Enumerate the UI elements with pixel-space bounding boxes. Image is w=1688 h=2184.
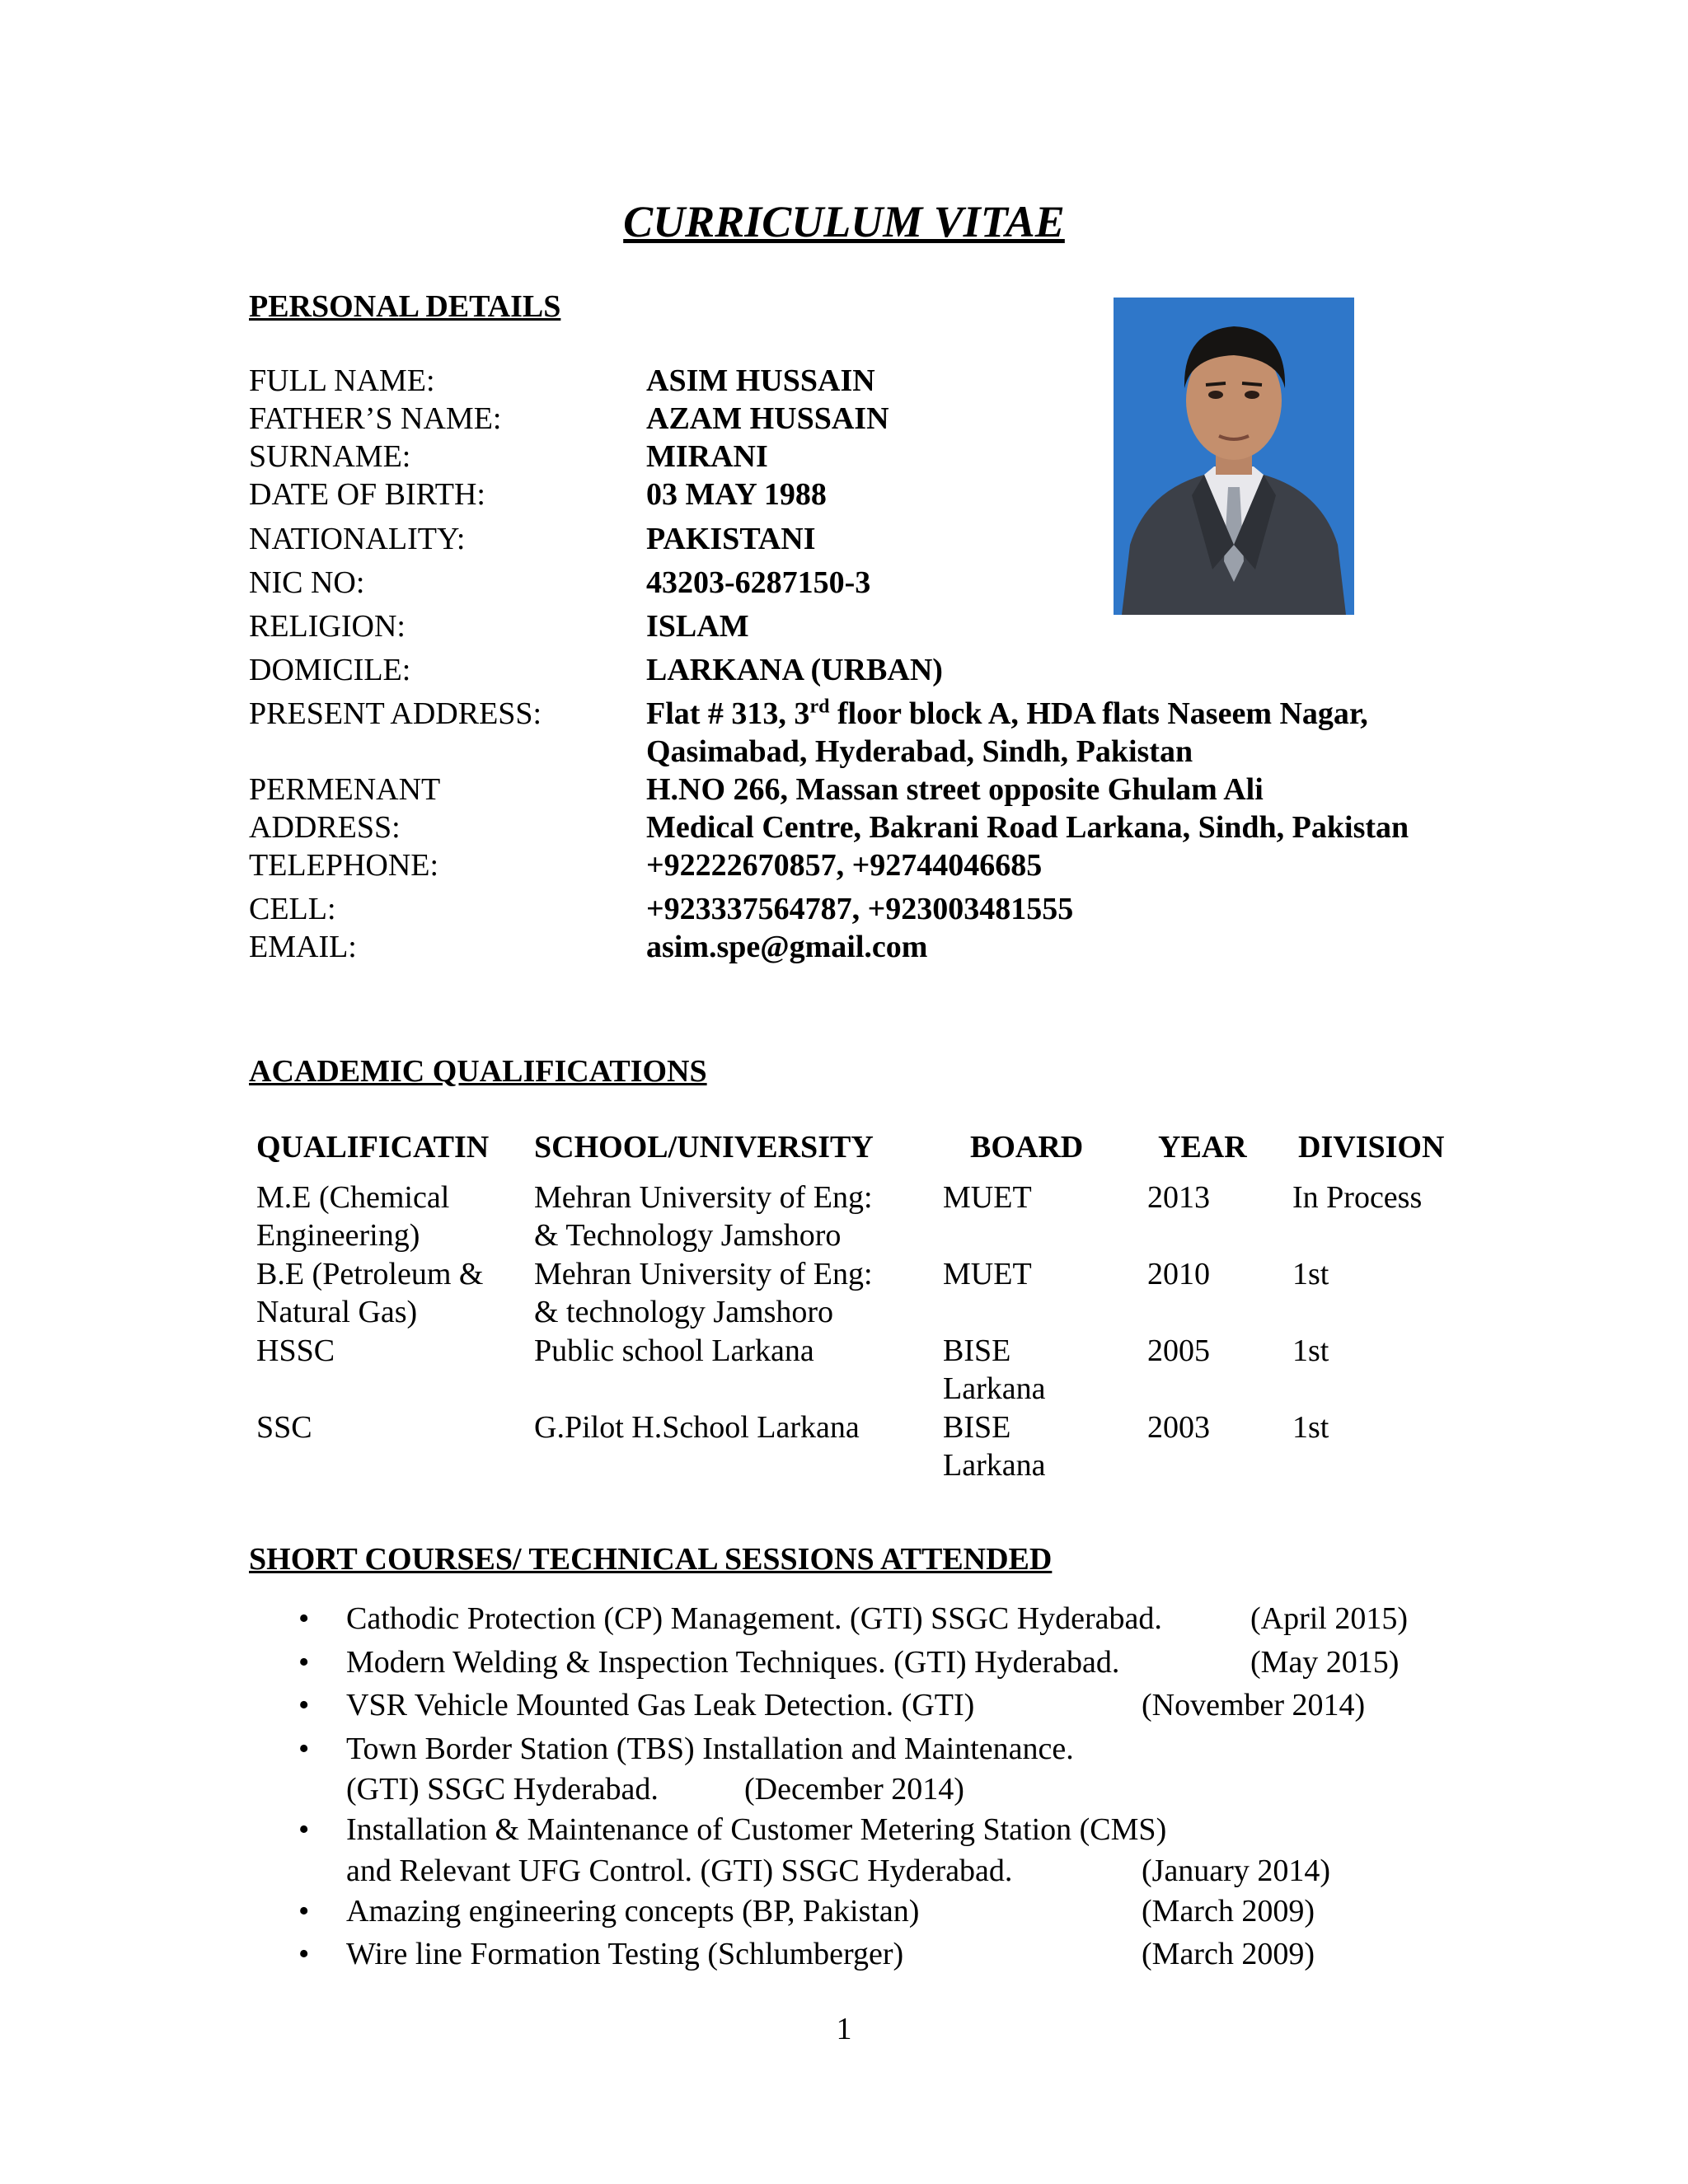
domicile-value: LARKANA (URBAN) [646, 653, 943, 687]
permanent-address-line1: H.NO 266, Massan street opposite Ghulam Ali [646, 772, 1264, 807]
table-cell: BISE Larkana [943, 1410, 1046, 1483]
course-item-text: VSR Vehicle Mounted Gas Leak Detection. (GTI) [346, 1688, 975, 1722]
bullet-icon: • [298, 1601, 310, 1636]
bullet-icon: • [298, 1812, 310, 1847]
personal-details-heading: PERSONAL DETAILS [249, 289, 561, 324]
bullet-icon: • [298, 1645, 310, 1680]
table-cell: In Process [1292, 1180, 1423, 1215]
telephone-value: +92222670857, +92744046685 [646, 848, 1043, 883]
email-label: EMAIL: [249, 930, 357, 964]
bullet-icon: • [298, 1688, 310, 1722]
course-item-text: Modern Welding & Inspection Techniques. (GTI) Hyderabad. [346, 1645, 1120, 1680]
course-item-text: Wire line Formation Testing (Schlumberger) [346, 1937, 904, 1971]
table-cell: Mehran University of Eng: & technology Jamshoro [534, 1257, 873, 1329]
domicile-label: DOMICILE: [249, 653, 411, 687]
nic-label: NIC NO: [249, 565, 365, 600]
bullet-icon: • [298, 1732, 310, 1766]
table-cell: G.Pilot H.School Larkana [534, 1410, 860, 1445]
date-of-birth-label: DATE OF BIRTH: [249, 477, 485, 512]
course-item-date: (May 2015) [1250, 1645, 1400, 1680]
telephone-label: TELEPHONE: [249, 848, 439, 883]
table-cell: 1st [1292, 1410, 1329, 1445]
course-item-date: (April 2015) [1250, 1601, 1409, 1636]
bullet-icon: • [298, 1937, 310, 1971]
nationality-value: PAKISTANI [646, 522, 816, 556]
surname-label: SURNAME: [249, 439, 411, 474]
table-cell: 1st [1292, 1257, 1329, 1291]
column-header-year: YEAR [1158, 1130, 1247, 1165]
nic-value: 43203-6287150-3 [646, 565, 871, 600]
permanent-address-label-2: ADDRESS: [249, 810, 401, 845]
table-cell: M.E (Chemical Engineering) [256, 1180, 450, 1253]
page-number: 1 [836, 2012, 852, 2046]
surname-value: MIRANI [646, 439, 768, 474]
course-item-date: (March 2009) [1142, 1894, 1315, 1929]
academic-qualifications-heading: ACADEMIC QUALIFICATIONS [249, 1054, 707, 1089]
course-item-date: (March 2009) [1142, 1937, 1315, 1971]
table-cell: Mehran University of Eng: & Technology Jamshoro [534, 1180, 873, 1253]
nationality-label: NATIONALITY: [249, 522, 466, 556]
table-cell: HSSC [256, 1333, 335, 1368]
course-item-date: (January 2014) [1142, 1854, 1330, 1888]
fathers-name-label: FATHER’S NAME: [249, 401, 502, 436]
course-item-text-continued: and Relevant UFG Control. (GTI) SSGC Hyderabad. [346, 1854, 1013, 1888]
course-item-date: (December 2014) [744, 1772, 964, 1807]
table-cell: SSC [256, 1410, 312, 1445]
column-header-division: DIVISION [1298, 1130, 1445, 1165]
column-header-board: BOARD [970, 1130, 1084, 1165]
table-cell: 1st [1292, 1333, 1329, 1368]
short-courses-heading: SHORT COURSES/ TECHNICAL SESSIONS ATTENDED [249, 1542, 1053, 1577]
table-cell: 2010 [1147, 1257, 1210, 1291]
course-item-text: Town Border Station (TBS) Installation and Maintenance. [346, 1732, 1074, 1766]
table-cell: 2003 [1147, 1410, 1210, 1445]
course-item-text: Installation & Maintenance of Customer Metering Station (CMS) [346, 1812, 1167, 1847]
table-cell: Public school Larkana [534, 1333, 814, 1368]
full-name-label: FULL NAME: [249, 363, 435, 398]
course-item-date: (November 2014) [1142, 1688, 1366, 1722]
religion-value: ISLAM [646, 609, 749, 644]
date-of-birth-value: 03 MAY 1988 [646, 477, 827, 512]
course-item-text: Cathodic Protection (CP) Management. (GTI) SSGC Hyderabad. [346, 1601, 1162, 1636]
full-name-value: ASIM HUSSAIN [646, 363, 875, 398]
document-title: CURRICULUM VITAE [623, 197, 1065, 246]
table-cell: MUET [943, 1257, 1032, 1291]
present-address-label: PRESENT ADDRESS: [249, 696, 542, 731]
present-address-line2: Qasimabad, Hyderabad, Sindh, Pakistan [646, 734, 1193, 769]
table-cell: 2013 [1147, 1180, 1210, 1215]
cell-label: CELL: [249, 892, 336, 926]
table-cell: B.E (Petroleum & Natural Gas) [256, 1257, 484, 1329]
bullet-icon: • [298, 1894, 310, 1929]
present-address-line1: Flat # 313, 3rd floor block A, HDA flats Naseem Nagar, [646, 696, 1368, 731]
profile-photo [1114, 298, 1354, 615]
table-cell: MUET [943, 1180, 1032, 1215]
permanent-address-label-1: PERMENANT [249, 772, 441, 807]
column-header-school: SCHOOL/UNIVERSITY [534, 1130, 874, 1165]
table-cell: 2005 [1147, 1333, 1210, 1368]
email-value: asim.spe@gmail.com [646, 930, 928, 964]
column-header-qualification: QUALIFICATIN [256, 1130, 490, 1165]
table-cell: BISE Larkana [943, 1333, 1046, 1406]
course-item-text: Amazing engineering concepts (BP, Pakistan) [346, 1894, 920, 1929]
permanent-address-line2: Medical Centre, Bakrani Road Larkana, Sindh, Pakistan [646, 810, 1409, 845]
cell-value: +923337564787, +923003481555 [646, 892, 1074, 926]
religion-label: RELIGION: [249, 609, 406, 644]
fathers-name-value: AZAM HUSSAIN [646, 401, 889, 436]
course-item-text-continued: (GTI) SSGC Hyderabad. [346, 1772, 659, 1807]
